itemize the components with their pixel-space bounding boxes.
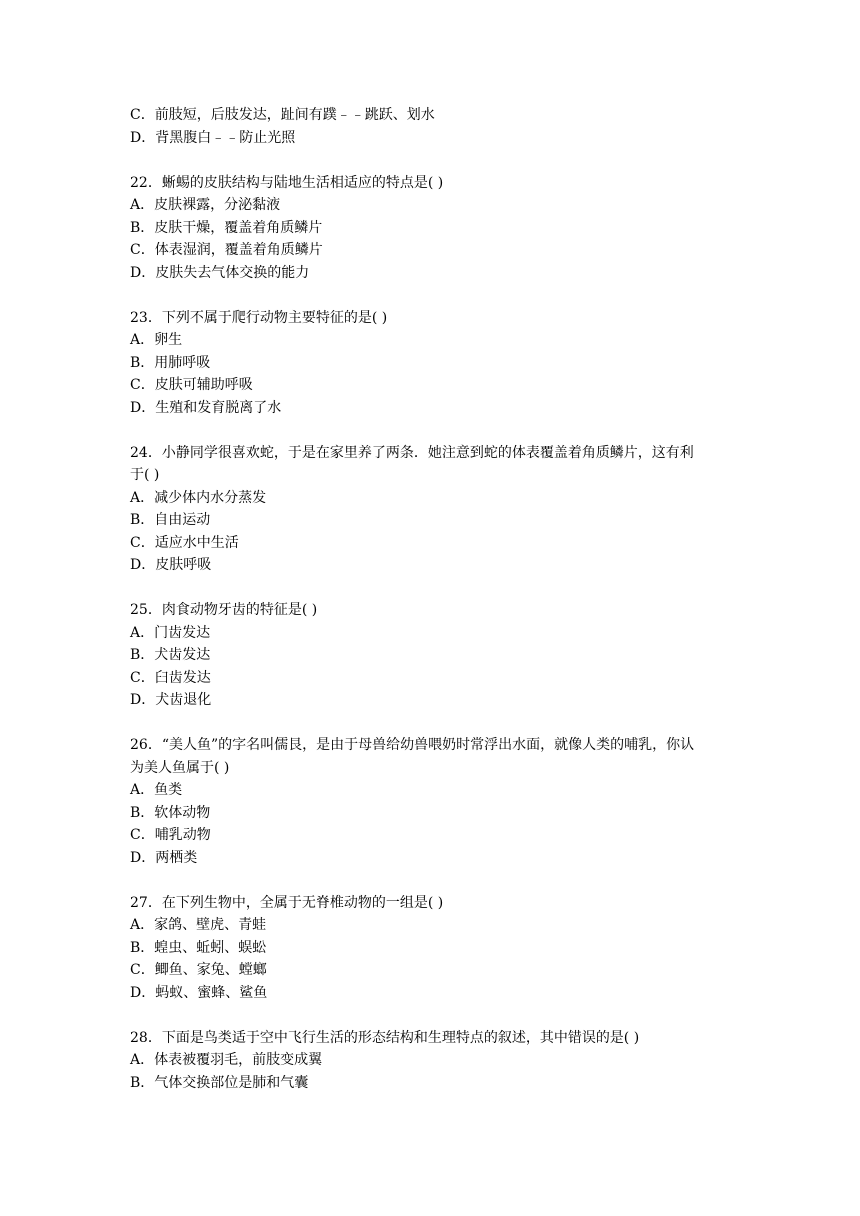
document-body <box>130 104 734 1094</box>
option-a: A．皮肤裸露，分泌黏液 <box>130 197 281 213</box>
option-d: D．背黑腹白﹣﹣防止光照 <box>130 129 296 146</box>
question-stem: 26．“美人鱼”的字名叫儒艮，是由于母兽给幼兽喂奶时常浮出水面，就像人类的哺乳，你认 <box>130 737 695 753</box>
option-d: D．皮肤呼吸 <box>130 557 212 573</box>
option-a: A．体表被覆羽毛，前肢变成翼 <box>130 1052 323 1068</box>
question-23 <box>130 307 734 420</box>
option-d: D．皮肤失去气体交换的能力 <box>130 264 310 281</box>
question-stem: 27．在下列生物中，全属于无脊椎动物的一组是( ) <box>130 894 444 911</box>
option-c: C．前肢短，后肢发达，趾间有蹼﹣﹣跳跃、划水 <box>130 107 435 123</box>
question-21-continued <box>130 104 734 149</box>
option-b: B．皮肤干燥，覆盖着角质鳞片 <box>130 219 323 236</box>
question-stem-continued: 为美人鱼属于( ) <box>130 759 230 776</box>
spacer <box>130 419 734 442</box>
option-b: B．自由运动 <box>130 512 211 528</box>
question-27 <box>130 892 734 1005</box>
option-d: D．生殖和发育脱离了水 <box>130 399 282 416</box>
question-26 <box>130 734 734 869</box>
spacer <box>130 149 734 172</box>
option-a: A．门齿发达 <box>130 624 211 641</box>
option-d: D．蚂蚁、蜜蜂、鲨鱼 <box>130 984 268 1001</box>
option-b: B．蝗虫、蚯蚓、蜈蚣 <box>130 939 267 956</box>
option-b: B．犬齿发达 <box>130 647 211 663</box>
option-c: C．皮肤可辅助呼吸 <box>130 377 253 393</box>
spacer <box>130 869 734 892</box>
question-stem: 25．肉食动物牙齿的特征是( ) <box>130 602 318 618</box>
spacer <box>130 284 734 307</box>
option-c: C．体表湿润，覆盖着角质鳞片 <box>130 242 323 258</box>
question-stem: 24．小静同学很喜欢蛇，于是在家里养了两条．她注意到蛇的体表覆盖着角质鳞片，这有利 <box>130 444 694 461</box>
question-stem: 28．下面是鸟类适于空中飞行生活的形态结构和生理特点的叙述，其中错误的是( ) <box>130 1029 640 1046</box>
option-a: A．减少体内水分蒸发 <box>130 489 267 506</box>
option-c: C．适应水中生活 <box>130 534 239 551</box>
question-28 <box>130 1027 734 1095</box>
option-b: B．气体交换部位是肺和气囊 <box>130 1074 309 1091</box>
option-d: D．犬齿退化 <box>130 692 212 708</box>
spacer <box>130 712 734 735</box>
option-b: B．用肺呼吸 <box>130 354 211 371</box>
question-stem: 22．蜥蜴的皮肤结构与陆地生活相适应的特点是( ) <box>130 174 444 191</box>
option-a: A．卵生 <box>130 332 183 348</box>
option-d: D．两栖类 <box>130 849 198 866</box>
question-22 <box>130 172 734 285</box>
option-c: C．臼齿发达 <box>130 669 211 686</box>
option-a: A．家鸽、壁虎、青蛙 <box>130 917 267 933</box>
spacer <box>130 1004 734 1027</box>
option-b: B．软体动物 <box>130 804 211 821</box>
question-25 <box>130 599 734 712</box>
spacer <box>130 577 734 600</box>
option-a: A．鱼类 <box>130 782 183 798</box>
option-c: C．鲫鱼、家兔、螳螂 <box>130 962 267 978</box>
question-24 <box>130 442 734 577</box>
question-stem: 23．下列不属于爬行动物主要特征的是( ) <box>130 309 388 326</box>
option-c: C．哺乳动物 <box>130 827 211 843</box>
question-stem-continued: 于( ) <box>130 467 160 483</box>
